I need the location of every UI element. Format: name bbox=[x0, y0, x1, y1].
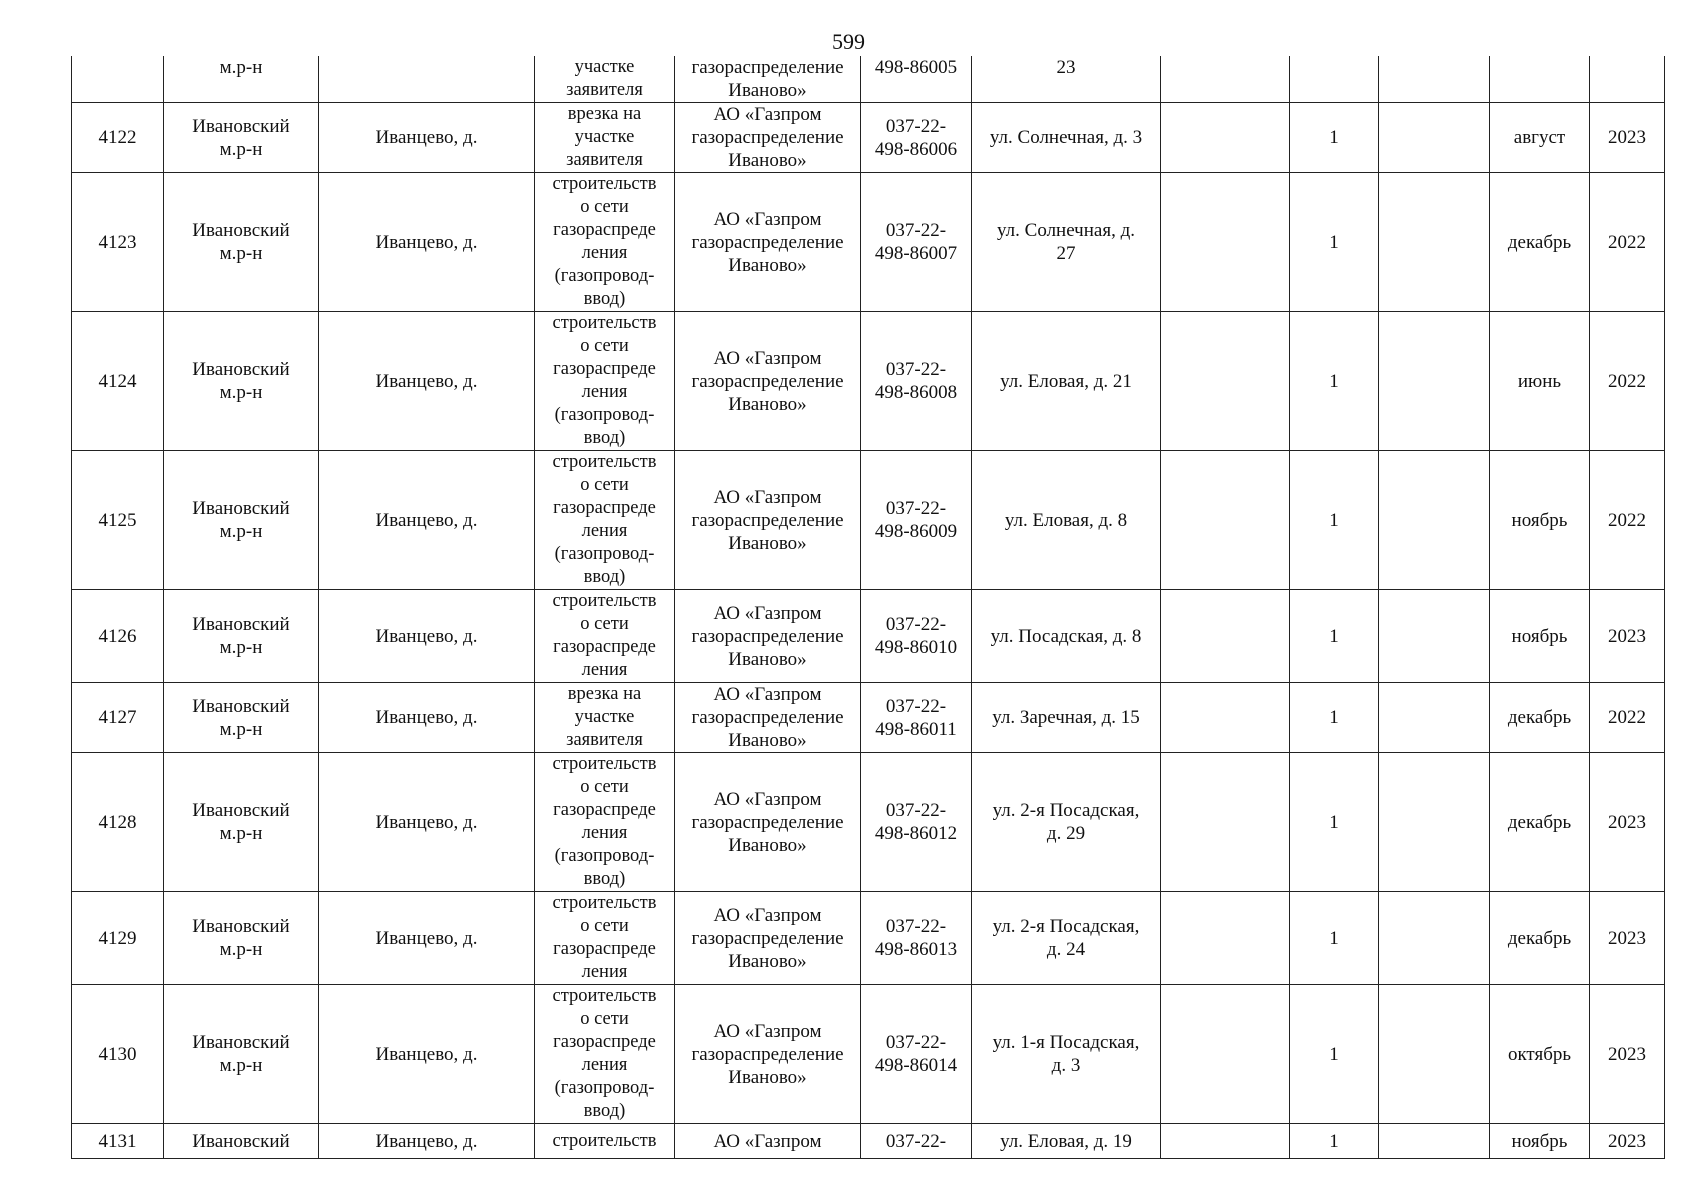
work-type-cell: врезка на участке заявителя bbox=[535, 683, 675, 753]
count-cell: 1 bbox=[1290, 683, 1379, 753]
address-cell: ул. Еловая, д. 21 bbox=[972, 312, 1161, 451]
table-row bbox=[72, 590, 1665, 683]
table-row bbox=[72, 451, 1665, 590]
work-type-cell: строительств о сети газораспреде ления bbox=[535, 590, 675, 683]
request-code-cell: 037-22- 498-86013 bbox=[861, 892, 972, 985]
district-cell: Ивановский м.р-н bbox=[164, 753, 319, 892]
year-cell: 2023 bbox=[1590, 985, 1665, 1124]
district-cell: Ивановский м.р-н bbox=[164, 985, 319, 1124]
organization-cell: АО «Газпром bbox=[675, 1124, 861, 1159]
settlement-cell: Иванцево, д. bbox=[319, 312, 535, 451]
work-type-cell: строительств о сети газораспреде ления bbox=[535, 892, 675, 985]
empty-cell bbox=[1161, 312, 1290, 451]
request-code-cell: 037-22- bbox=[861, 1124, 972, 1159]
year-cell: 2022 bbox=[1590, 173, 1665, 312]
address-cell: ул. 1-я Посадская, д. 3 bbox=[972, 985, 1161, 1124]
empty-cell bbox=[1379, 753, 1490, 892]
request-code-cell: 037-22- 498-86010 bbox=[861, 590, 972, 683]
address-cell: ул. Солнечная, д. 27 bbox=[972, 173, 1161, 312]
district-cell: м.р-н bbox=[164, 56, 319, 103]
month-cell: июнь bbox=[1490, 312, 1590, 451]
month-cell: ноябрь bbox=[1490, 1124, 1590, 1159]
empty-cell bbox=[1161, 590, 1290, 683]
address-cell: ул. Посадская, д. 8 bbox=[972, 590, 1161, 683]
row-number-cell: 4128 bbox=[72, 753, 164, 892]
year-cell: 2023 bbox=[1590, 892, 1665, 985]
district-cell: Ивановский м.р-н bbox=[164, 173, 319, 312]
settlement-cell: Иванцево, д. bbox=[319, 683, 535, 753]
year-cell: 2022 bbox=[1590, 683, 1665, 753]
work-type-cell: участке заявителя bbox=[535, 56, 675, 103]
month-cell: декабрь bbox=[1490, 683, 1590, 753]
count-cell bbox=[1290, 56, 1379, 103]
empty-cell bbox=[1161, 103, 1290, 173]
address-cell: ул. Солнечная, д. 3 bbox=[972, 103, 1161, 173]
organization-cell: АО «Газпром газораспределение Иваново» bbox=[675, 753, 861, 892]
empty-cell bbox=[1379, 56, 1490, 103]
row-number-cell: 4125 bbox=[72, 451, 164, 590]
request-code-cell: 037-22- 498-86014 bbox=[861, 985, 972, 1124]
request-code-cell: 498-86005 bbox=[861, 56, 972, 103]
month-cell: ноябрь bbox=[1490, 590, 1590, 683]
organization-cell: АО «Газпром газораспределение Иваново» bbox=[675, 451, 861, 590]
count-cell: 1 bbox=[1290, 985, 1379, 1124]
month-cell bbox=[1490, 56, 1590, 103]
count-cell: 1 bbox=[1290, 753, 1379, 892]
address-cell: ул. Еловая, д. 19 bbox=[972, 1124, 1161, 1159]
table-row bbox=[72, 753, 1665, 892]
row-number-cell: 4122 bbox=[72, 103, 164, 173]
settlement-cell: Иванцево, д. bbox=[319, 892, 535, 985]
table-row bbox=[72, 312, 1665, 451]
month-cell: декабрь bbox=[1490, 753, 1590, 892]
count-cell: 1 bbox=[1290, 590, 1379, 683]
table-row bbox=[72, 683, 1665, 753]
count-cell: 1 bbox=[1290, 892, 1379, 985]
count-cell: 1 bbox=[1290, 312, 1379, 451]
year-cell: 2023 bbox=[1590, 1124, 1665, 1159]
month-cell: декабрь bbox=[1490, 173, 1590, 312]
table-row bbox=[72, 173, 1665, 312]
year-cell: 2023 bbox=[1590, 753, 1665, 892]
row-number-cell: 4126 bbox=[72, 590, 164, 683]
organization-cell: АО «Газпром газораспределение Иваново» bbox=[675, 892, 861, 985]
district-cell: Ивановский bbox=[164, 1124, 319, 1159]
empty-cell bbox=[1161, 451, 1290, 590]
year-cell: 2022 bbox=[1590, 312, 1665, 451]
row-number-cell: 4124 bbox=[72, 312, 164, 451]
address-cell: ул. Еловая, д. 8 bbox=[972, 451, 1161, 590]
organization-cell: АО «Газпром газораспределение Иваново» bbox=[675, 173, 861, 312]
organization-cell: АО «Газпром газораспределение Иваново» bbox=[675, 590, 861, 683]
table-body bbox=[72, 56, 1665, 1159]
request-code-cell: 037-22- 498-86007 bbox=[861, 173, 972, 312]
empty-cell bbox=[1379, 590, 1490, 683]
district-cell: Ивановский м.р-н bbox=[164, 451, 319, 590]
year-cell: 2023 bbox=[1590, 590, 1665, 683]
empty-cell bbox=[1379, 312, 1490, 451]
year-cell: 2023 bbox=[1590, 103, 1665, 173]
empty-cell bbox=[1161, 985, 1290, 1124]
work-type-cell: строительств о сети газораспреде ления (газопровод- ввод) bbox=[535, 985, 675, 1124]
empty-cell bbox=[1379, 683, 1490, 753]
work-type-cell: строительств bbox=[535, 1124, 675, 1159]
work-type-cell: строительств о сети газораспреде ления (газопровод- ввод) bbox=[535, 753, 675, 892]
count-cell: 1 bbox=[1290, 103, 1379, 173]
month-cell: ноябрь bbox=[1490, 451, 1590, 590]
district-cell: Ивановский м.р-н bbox=[164, 312, 319, 451]
table-row bbox=[72, 103, 1665, 173]
row-number-cell: 4131 bbox=[72, 1124, 164, 1159]
row-number-cell: 4129 bbox=[72, 892, 164, 985]
address-cell: 23 bbox=[972, 56, 1161, 103]
month-cell: декабрь bbox=[1490, 892, 1590, 985]
organization-cell: АО «Газпром газораспределение Иваново» bbox=[675, 985, 861, 1124]
request-code-cell: 037-22- 498-86012 bbox=[861, 753, 972, 892]
settlement-cell bbox=[319, 56, 535, 103]
row-number-cell: 4123 bbox=[72, 173, 164, 312]
work-type-cell: строительств о сети газораспреде ления (газопровод- ввод) bbox=[535, 451, 675, 590]
settlement-cell: Иванцево, д. bbox=[319, 1124, 535, 1159]
settlement-cell: Иванцево, д. bbox=[319, 173, 535, 312]
empty-cell bbox=[1161, 56, 1290, 103]
organization-cell: газораспределение Иваново» bbox=[675, 56, 861, 103]
settlement-cell: Иванцево, д. bbox=[319, 590, 535, 683]
empty-cell bbox=[1379, 103, 1490, 173]
request-code-cell: 037-22- 498-86009 bbox=[861, 451, 972, 590]
year-cell: 2022 bbox=[1590, 451, 1665, 590]
empty-cell bbox=[1379, 451, 1490, 590]
district-cell: Ивановский м.р-н bbox=[164, 590, 319, 683]
table-row bbox=[72, 1124, 1665, 1159]
table-row bbox=[72, 985, 1665, 1124]
page-number: 599 bbox=[832, 29, 865, 54]
month-cell: октябрь bbox=[1490, 985, 1590, 1124]
year-cell bbox=[1590, 56, 1665, 103]
organization-cell: АО «Газпром газораспределение Иваново» bbox=[675, 103, 861, 173]
request-code-cell: 037-22- 498-86006 bbox=[861, 103, 972, 173]
address-cell: ул. Заречная, д. 15 bbox=[972, 683, 1161, 753]
work-type-cell: строительств о сети газораспреде ления (газопровод- ввод) bbox=[535, 312, 675, 451]
gas-connection-table bbox=[71, 56, 1665, 1159]
organization-cell: АО «Газпром газораспределение Иваново» bbox=[675, 312, 861, 451]
count-cell: 1 bbox=[1290, 173, 1379, 312]
empty-cell bbox=[1379, 892, 1490, 985]
work-type-cell: строительств о сети газораспреде ления (газопровод- ввод) bbox=[535, 173, 675, 312]
empty-cell bbox=[1161, 173, 1290, 312]
settlement-cell: Иванцево, д. bbox=[319, 451, 535, 590]
work-type-cell: врезка на участке заявителя bbox=[535, 103, 675, 173]
month-cell: август bbox=[1490, 103, 1590, 173]
organization-cell: АО «Газпром газораспределение Иваново» bbox=[675, 683, 861, 753]
empty-cell bbox=[1379, 1124, 1490, 1159]
settlement-cell: Иванцево, д. bbox=[319, 103, 535, 173]
table-row-continued bbox=[72, 56, 1665, 103]
request-code-cell: 037-22- 498-86008 bbox=[861, 312, 972, 451]
table-row bbox=[72, 892, 1665, 985]
row-number-cell: 4130 bbox=[72, 985, 164, 1124]
settlement-cell: Иванцево, д. bbox=[319, 753, 535, 892]
address-cell: ул. 2-я Посадская, д. 24 bbox=[972, 892, 1161, 985]
district-cell: Ивановский м.р-н bbox=[164, 892, 319, 985]
row-number-cell: 4127 bbox=[72, 683, 164, 753]
empty-cell bbox=[1161, 683, 1290, 753]
count-cell: 1 bbox=[1290, 451, 1379, 590]
address-cell: ул. 2-я Посадская, д. 29 bbox=[972, 753, 1161, 892]
district-cell: Ивановский м.р-н bbox=[164, 683, 319, 753]
empty-cell bbox=[1379, 985, 1490, 1124]
count-cell: 1 bbox=[1290, 1124, 1379, 1159]
empty-cell bbox=[1161, 753, 1290, 892]
empty-cell bbox=[1161, 892, 1290, 985]
request-code-cell: 037-22- 498-86011 bbox=[861, 683, 972, 753]
empty-cell bbox=[1379, 173, 1490, 312]
row-number-cell bbox=[72, 56, 164, 103]
empty-cell bbox=[1161, 1124, 1290, 1159]
settlement-cell: Иванцево, д. bbox=[319, 985, 535, 1124]
district-cell: Ивановский м.р-н bbox=[164, 103, 319, 173]
